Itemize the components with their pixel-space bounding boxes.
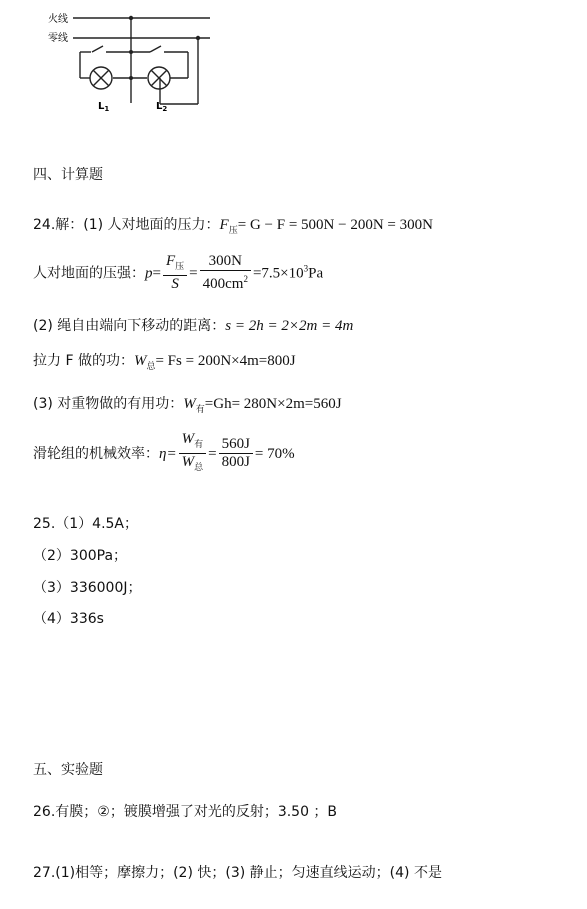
- efficiency-fraction-numeric: $\frac{560J}{800J}$: [219, 436, 253, 471]
- q24-line-4: 拉力 F 做的功：$W_总= Fs = 200N\times 4m=800J$: [33, 353, 296, 372]
- pressure-fraction-numeric: $\frac{300N}{400cm^2}$: [200, 253, 251, 293]
- q25-line-2: （2）300Pa；: [33, 548, 128, 564]
- q24-line-6: 滑轮组的机械效率：η= $\frac{W_有}{W_总}$ = $\frac{560J}{800J}$ = 70%: [33, 431, 295, 476]
- switch-2: [150, 46, 161, 52]
- q24-line-2: 人对地面的压强：p= $\frac{F_压}{S}$ = $\frac{300N}{400cm^2}$ $=7.5\times 10^3Pa$: [33, 253, 324, 292]
- q25-line-4: （4）336s: [33, 611, 104, 627]
- lamp-l2-label: $L_2$: [156, 101, 168, 112]
- q24-line-3: (2) 绳自由端向下移动的距离：s = 2h = 2×2m = 4m: [33, 318, 354, 334]
- section-5-title: 五、实验题: [33, 762, 103, 778]
- section-4-title: 四、计算题: [33, 167, 103, 183]
- q24-line-5: (3) 对重物做的有用功：$W_有=Gh= 280N\times 2m=560J$: [33, 396, 342, 415]
- q24-line-1: 24.解：(1) 人对地面的压力：$F_压= G - F = 500N - 200N = 300N$: [33, 217, 433, 236]
- neutral-wire-label: 零线: [48, 33, 68, 44]
- live-wire-label: 火线: [48, 14, 68, 25]
- efficiency-fraction-symbolic: $\frac{W_有}{W_总}$: [179, 431, 207, 476]
- q26-answer: 26.有膜；②；镀膜增强了对光的反射；3.50 ；B: [33, 804, 338, 820]
- switch-1: [92, 46, 103, 52]
- pressure-fraction-symbolic: $\frac{F_压}{S}$: [163, 253, 187, 293]
- circuit-diagram: [40, 0, 220, 112]
- q25-line-3: （3）336000J；: [33, 580, 142, 596]
- q25-line-1: 25.（1）4.5A；: [33, 516, 139, 532]
- q27-answer: 27.(1)相等；摩擦力；(2) 快；(3) 静止；匀速直线运动；(4) 不是: [33, 865, 442, 881]
- lamp-l1-label: $L_1$: [98, 101, 110, 112]
